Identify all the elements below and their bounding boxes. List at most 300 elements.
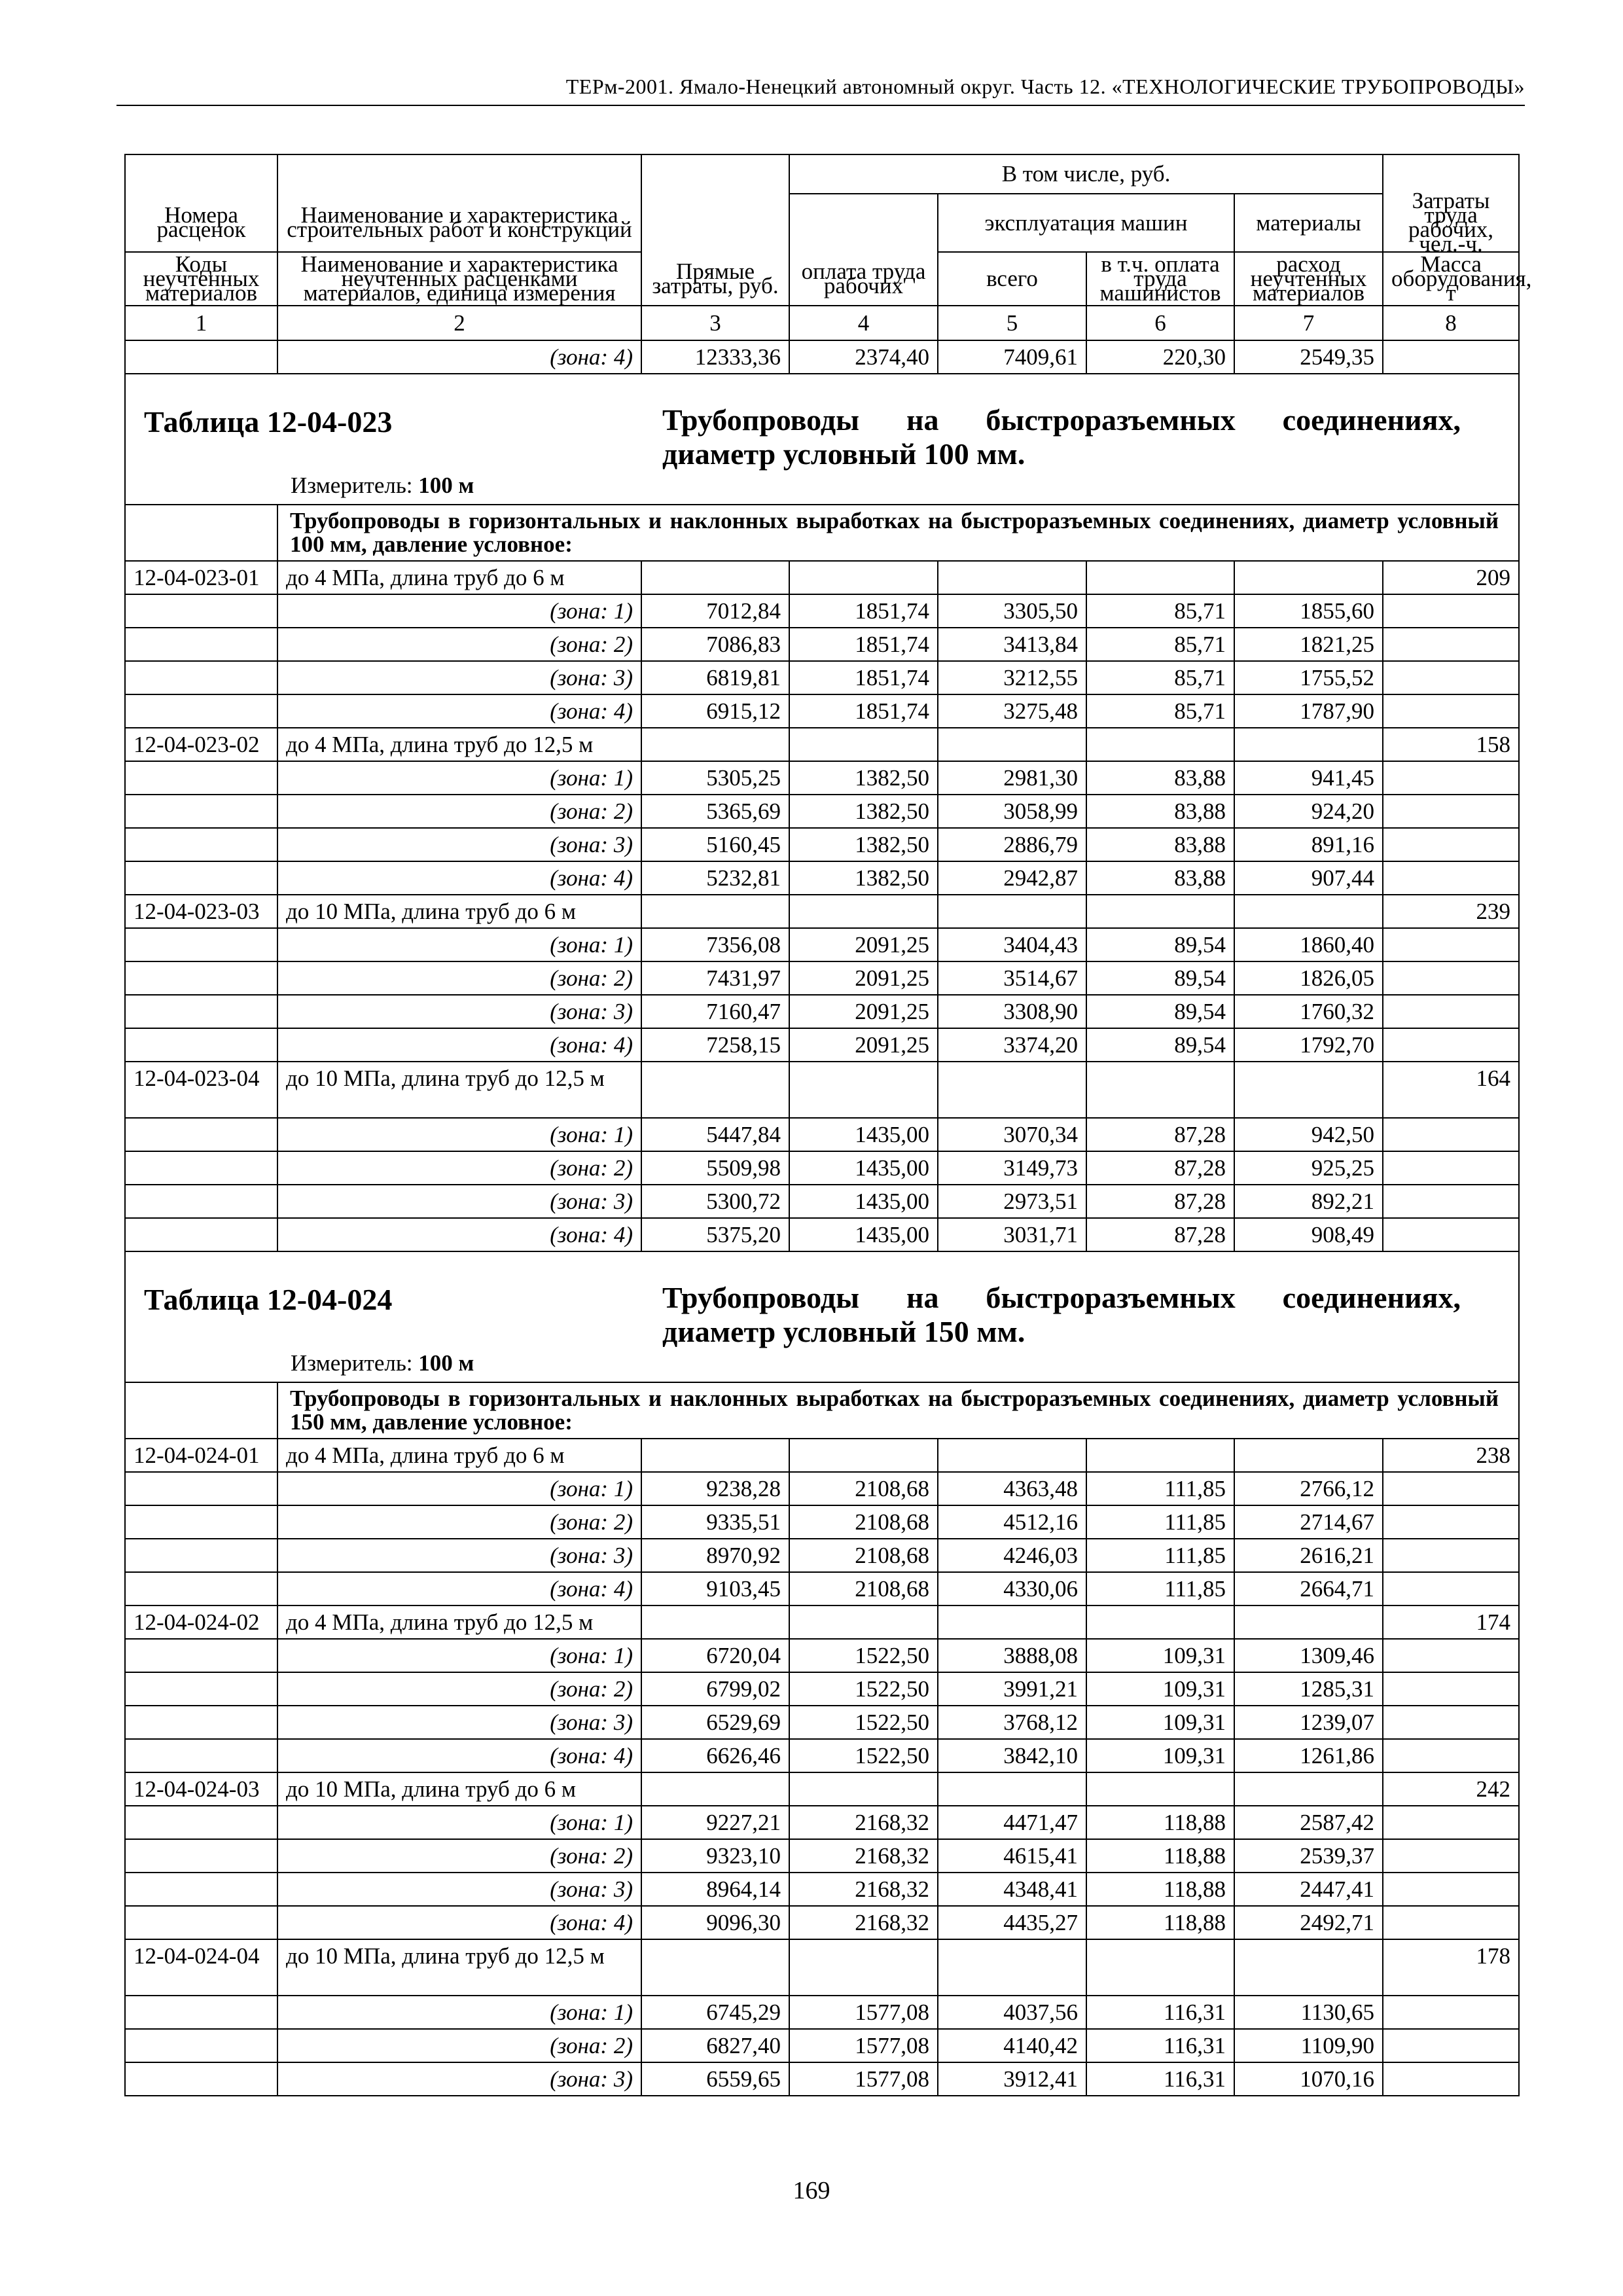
header-row-1 <box>125 154 1519 194</box>
rate-description: до 4 МПа, длина труб до 6 м <box>277 561 641 594</box>
direct-cost: 7086,83 <box>641 628 789 661</box>
labor-blank <box>1383 928 1519 961</box>
machines-pay: 109,31 <box>1086 1739 1234 1772</box>
labor-pay: 2108,68 <box>789 1505 938 1539</box>
rate-code: 12-04-023-04 <box>125 1062 277 1118</box>
zone-label: (зона: 2) <box>277 628 641 661</box>
labor-blank <box>1383 1639 1519 1672</box>
machines-total: 4330,06 <box>938 1572 1086 1605</box>
labor-pay: 1435,00 <box>789 1185 938 1218</box>
labor-blank <box>1383 861 1519 895</box>
labor-blank <box>1383 761 1519 795</box>
labor-blank <box>1383 594 1519 628</box>
labor-blank <box>1383 1572 1519 1605</box>
direct-cost: 9335,51 <box>641 1505 789 1539</box>
machines-pay: 111,85 <box>1086 1572 1234 1605</box>
zone-row <box>125 1806 1519 1839</box>
zone-label: (зона: 3) <box>277 1539 641 1572</box>
table-title-block <box>125 1251 1519 1382</box>
machines-total: 3308,90 <box>938 995 1086 1028</box>
table-name: Трубопроводы на быстроразъемных соединениях, диаметр условный 150 мм. <box>662 1281 1461 1348</box>
labor-pay: 2108,68 <box>789 1539 938 1572</box>
materials: 1860,40 <box>1234 928 1383 961</box>
rate-code: 12-04-024-04 <box>125 1939 277 1996</box>
zone-code-blank <box>125 1806 277 1839</box>
labor-blank <box>1383 1873 1519 1906</box>
column-numbers-row <box>125 306 1519 340</box>
empty-value <box>1234 1439 1383 1472</box>
machines-total: 4471,47 <box>938 1806 1086 1839</box>
zone-code-blank <box>125 1839 277 1873</box>
zone-row <box>125 828 1519 861</box>
zone-code-blank <box>125 1185 277 1218</box>
zone-row <box>125 1996 1519 2029</box>
codes-header-bottom: Коды неучтенных материалов <box>125 252 277 306</box>
zone-row <box>125 1873 1519 1906</box>
machines-pay-header: в т.ч. оплата труда машинистов <box>1086 252 1234 306</box>
empty-value <box>789 561 938 594</box>
empty-value <box>938 1439 1086 1472</box>
materials: 1239,07 <box>1234 1706 1383 1739</box>
labor-pay: 1522,50 <box>789 1706 938 1739</box>
labor-pay: 1435,00 <box>789 1218 938 1251</box>
labor-blank <box>1383 1185 1519 1218</box>
direct-cost: 5232,81 <box>641 861 789 895</box>
empty-value <box>789 728 938 761</box>
direct-cost: 6626,46 <box>641 1739 789 1772</box>
zone-label: (зона: 3) <box>277 1706 641 1739</box>
machines-total: 4246,03 <box>938 1539 1086 1572</box>
zone-row <box>125 1672 1519 1706</box>
materials-header: материалы <box>1234 194 1383 252</box>
empty-value <box>938 1605 1086 1639</box>
machines-pay: 116,31 <box>1086 2062 1234 2096</box>
machines-pay: 85,71 <box>1086 694 1234 728</box>
zone-code-blank <box>125 861 277 895</box>
zone-label: (зона: 1) <box>277 1996 641 2029</box>
group-header: Трубопроводы в горизонтальных и наклонных выработках на быстроразъемных соединениях, диаметр условный 150 мм, давление условное: <box>277 1382 1519 1439</box>
column-number: 8 <box>1383 306 1519 340</box>
zone-code-blank <box>125 661 277 694</box>
machines-total: 2886,79 <box>938 828 1086 861</box>
labor-pay: 1382,50 <box>789 761 938 795</box>
machines-total: 3912,41 <box>938 2062 1086 2096</box>
rate-code: 12-04-023-01 <box>125 561 277 594</box>
item-row <box>125 1605 1519 1639</box>
carry-labor <box>1383 340 1519 374</box>
direct-cost: 5305,25 <box>641 761 789 795</box>
direct-header-top-blank <box>641 154 789 194</box>
labor-blank <box>1383 1151 1519 1185</box>
rate-code: 12-04-023-02 <box>125 728 277 761</box>
zone-label: (зона: 4) <box>277 861 641 895</box>
labor-cost: 238 <box>1383 1439 1519 1472</box>
labor-pay: 1382,50 <box>789 795 938 828</box>
labor-blank <box>1383 661 1519 694</box>
labor-pay: 1522,50 <box>789 1672 938 1706</box>
direct-cost: 6819,81 <box>641 661 789 694</box>
carry-code <box>125 340 277 374</box>
meter <box>291 1350 474 1376</box>
direct-cost: 7160,47 <box>641 995 789 1028</box>
empty-value <box>641 728 789 761</box>
zone-row <box>125 1505 1519 1539</box>
empty-value <box>789 1062 938 1118</box>
zone-code-blank <box>125 2029 277 2062</box>
materials: 1821,25 <box>1234 628 1383 661</box>
group-header-row <box>125 505 1519 561</box>
zone-row <box>125 694 1519 728</box>
zone-label: (зона: 1) <box>277 1639 641 1672</box>
machines-total: 3305,50 <box>938 594 1086 628</box>
zone-row <box>125 594 1519 628</box>
machines-pay: 118,88 <box>1086 1839 1234 1873</box>
zone-code-blank <box>125 1639 277 1672</box>
column-number: 4 <box>789 306 938 340</box>
zone-row <box>125 1539 1519 1572</box>
meter-value: 100 м <box>418 473 474 498</box>
zone-label: (зона: 3) <box>277 2062 641 2096</box>
machines-total: 3070,34 <box>938 1118 1086 1151</box>
labor-pay: 2168,32 <box>789 1806 938 1839</box>
empty-value <box>1086 728 1234 761</box>
direct-cost: 5375,20 <box>641 1218 789 1251</box>
zone-code-blank <box>125 1472 277 1505</box>
zone-row <box>125 1028 1519 1062</box>
materials-unaccounted-header: расход неучтенных материалов <box>1234 252 1383 306</box>
zone-label: (зона: 1) <box>277 594 641 628</box>
header-rule <box>116 105 1525 106</box>
equip-mass-header: Масса оборудования, т <box>1383 252 1519 306</box>
labor-blank <box>1383 961 1519 995</box>
direct-cost: 6720,04 <box>641 1639 789 1672</box>
direct-cost: 7012,84 <box>641 594 789 628</box>
empty-value <box>1086 1439 1234 1472</box>
machines-total: 3212,55 <box>938 661 1086 694</box>
labor-cost: 209 <box>1383 561 1519 594</box>
direct-cost: 8970,92 <box>641 1539 789 1572</box>
zone-row <box>125 795 1519 828</box>
labor-blank <box>1383 2062 1519 2096</box>
incl-header: В том числе, руб. <box>789 154 1383 194</box>
labor-blank <box>1383 628 1519 661</box>
empty-value <box>1234 1605 1383 1639</box>
empty-value <box>1086 1605 1234 1639</box>
labor-blank <box>1383 1706 1519 1739</box>
zone-code-blank <box>125 1118 277 1151</box>
machines-total: 4037,56 <box>938 1996 1086 2029</box>
empty-value <box>938 1939 1086 1996</box>
direct-cost: 8964,14 <box>641 1873 789 1906</box>
empty-value <box>1234 561 1383 594</box>
column-number: 7 <box>1234 306 1383 340</box>
labor-blank <box>1383 1118 1519 1151</box>
labor-pay: 2168,32 <box>789 1906 938 1939</box>
empty-value <box>641 1772 789 1806</box>
item-row <box>125 1439 1519 1472</box>
header-row-3 <box>125 252 1519 306</box>
zone-row <box>125 1739 1519 1772</box>
machines-pay: 85,71 <box>1086 661 1234 694</box>
zone-code-blank <box>125 1539 277 1572</box>
zone-row <box>125 1706 1519 1739</box>
machines-pay: 116,31 <box>1086 2029 1234 2062</box>
rate-description: до 4 МПа, длина труб до 6 м <box>277 1439 641 1472</box>
zone-label: (зона: 4) <box>277 1739 641 1772</box>
labor-cost-header: Затраты труда рабочих, чел.-ч. <box>1383 194 1519 252</box>
labor-blank <box>1383 995 1519 1028</box>
zone-code-blank <box>125 1873 277 1906</box>
zone-row <box>125 1185 1519 1218</box>
machines-total: 3991,21 <box>938 1672 1086 1706</box>
table-id: Таблица 12-04-023 <box>144 405 393 439</box>
item-row <box>125 1772 1519 1806</box>
rate-description: до 4 МПа, длина труб до 12,5 м <box>277 1605 641 1639</box>
labor-blank <box>1383 1739 1519 1772</box>
materials: 2492,71 <box>1234 1906 1383 1939</box>
item-row <box>125 1062 1519 1118</box>
meter-label: Измеритель: <box>291 473 413 498</box>
rate-description: до 10 МПа, длина труб до 6 м <box>277 1772 641 1806</box>
labor-cost: 178 <box>1383 1939 1519 1996</box>
zone-row <box>125 2029 1519 2062</box>
item-row <box>125 1939 1519 1996</box>
rate-code: 12-04-024-01 <box>125 1439 277 1472</box>
table-title-row <box>125 374 1519 505</box>
empty-value <box>938 561 1086 594</box>
column-number: 5 <box>938 306 1086 340</box>
materials: 908,49 <box>1234 1218 1383 1251</box>
empty-value <box>1234 728 1383 761</box>
materials: 2447,41 <box>1234 1873 1383 1906</box>
empty-value <box>1234 1062 1383 1118</box>
meter-value: 100 м <box>418 1350 474 1376</box>
zone-code-blank <box>125 1739 277 1772</box>
materials: 1130,65 <box>1234 1996 1383 2029</box>
zone-row <box>125 1151 1519 1185</box>
labor-blank <box>1383 1539 1519 1572</box>
direct-cost: 6915,12 <box>641 694 789 728</box>
labor-blank <box>1383 1505 1519 1539</box>
rate-code: 12-04-023-03 <box>125 895 277 928</box>
zone-code-blank <box>125 694 277 728</box>
direct-cost: 6745,29 <box>641 1996 789 2029</box>
page-number: 169 <box>793 2177 830 2204</box>
direct-cost: 9227,21 <box>641 1806 789 1839</box>
rates-table <box>124 154 1532 2096</box>
labor-blank <box>1383 1806 1519 1839</box>
machines-pay: 83,88 <box>1086 828 1234 861</box>
rate-code: 12-04-024-02 <box>125 1605 277 1639</box>
rate-description: до 10 МПа, длина труб до 12,5 м <box>277 1062 641 1118</box>
machines-pay: 85,71 <box>1086 628 1234 661</box>
zone-code-blank <box>125 2062 277 2096</box>
labor-pay: 1435,00 <box>789 1151 938 1185</box>
table-body <box>125 154 1532 2096</box>
zone-code-blank <box>125 995 277 1028</box>
empty-value <box>789 1605 938 1639</box>
zone-label: (зона: 4) <box>277 1218 641 1251</box>
zone-code-blank <box>125 1218 277 1251</box>
direct-cost: 9096,30 <box>641 1906 789 1939</box>
machines-total: 3058,99 <box>938 795 1086 828</box>
zone-label: (зона: 3) <box>277 661 641 694</box>
materials: 942,50 <box>1234 1118 1383 1151</box>
labor-pay: 2091,25 <box>789 1028 938 1062</box>
zone-row <box>125 1839 1519 1873</box>
direct-cost: 5160,45 <box>641 828 789 861</box>
labor-pay: 1577,08 <box>789 2029 938 2062</box>
empty-value <box>1234 1939 1383 1996</box>
carry-labor-pay: 2374,40 <box>789 340 938 374</box>
machines-total: 3404,43 <box>938 928 1086 961</box>
machines-pay: 83,88 <box>1086 761 1234 795</box>
direct-cost: 9238,28 <box>641 1472 789 1505</box>
zone-label: (зона: 4) <box>277 694 641 728</box>
materials: 1760,32 <box>1234 995 1383 1028</box>
machines-pay: 89,54 <box>1086 961 1234 995</box>
machines-total: 3768,12 <box>938 1706 1086 1739</box>
materials: 1755,52 <box>1234 661 1383 694</box>
materials: 1792,70 <box>1234 1028 1383 1062</box>
machines-total: 4363,48 <box>938 1472 1086 1505</box>
zone-label: (зона: 1) <box>277 1472 641 1505</box>
machines-pay: 111,85 <box>1086 1539 1234 1572</box>
direct-cost: 7431,97 <box>641 961 789 995</box>
group-header-blank <box>125 1382 277 1439</box>
labor-blank <box>1383 694 1519 728</box>
machines-pay: 83,88 <box>1086 861 1234 895</box>
item-row <box>125 728 1519 761</box>
zone-code-blank <box>125 928 277 961</box>
empty-value <box>938 1772 1086 1806</box>
zone-label: (зона: 1) <box>277 1806 641 1839</box>
labor-blank <box>1383 828 1519 861</box>
labor-pay: 2168,32 <box>789 1873 938 1906</box>
machines-total: 3514,67 <box>938 961 1086 995</box>
labor-pay: 1522,50 <box>789 1739 938 1772</box>
column-number: 2 <box>277 306 641 340</box>
zone-code-blank <box>125 1505 277 1539</box>
group-header-blank <box>125 505 277 561</box>
zone-code-blank <box>125 628 277 661</box>
labor-pay-header-spacer <box>789 194 938 252</box>
machines-pay: 87,28 <box>1086 1118 1234 1151</box>
labor-blank <box>1383 1672 1519 1706</box>
machines-total-header: всего <box>938 252 1086 306</box>
labor-cost: 239 <box>1383 895 1519 928</box>
rate-description: до 10 МПа, длина труб до 6 м <box>277 895 641 928</box>
empty-value <box>641 1439 789 1472</box>
zone-label: (зона: 1) <box>277 928 641 961</box>
materials: 892,21 <box>1234 1185 1383 1218</box>
machines-total: 3413,84 <box>938 628 1086 661</box>
machines-total: 4435,27 <box>938 1906 1086 1939</box>
empty-value <box>1086 1772 1234 1806</box>
zone-label: (зона: 2) <box>277 961 641 995</box>
column-number: 3 <box>641 306 789 340</box>
machines-pay: 87,28 <box>1086 1185 1234 1218</box>
empty-value <box>1086 895 1234 928</box>
empty-value <box>1234 1772 1383 1806</box>
materials: 1285,31 <box>1234 1672 1383 1706</box>
labor-pay: 1577,08 <box>789 2062 938 2096</box>
materials: 924,20 <box>1234 795 1383 828</box>
machines-pay: 111,85 <box>1086 1505 1234 1539</box>
machines-pay: 89,54 <box>1086 995 1234 1028</box>
materials: 925,25 <box>1234 1151 1383 1185</box>
rate-description: до 10 МПа, длина труб до 12,5 м <box>277 1939 641 1996</box>
meter <box>291 473 474 499</box>
zone-row <box>125 761 1519 795</box>
zone-row <box>125 1118 1519 1151</box>
empty-value <box>789 1772 938 1806</box>
empty-value <box>641 1605 789 1639</box>
zone-label: (зона: 3) <box>277 1185 641 1218</box>
labor-blank <box>1383 1218 1519 1251</box>
rate-description: до 4 МПа, длина труб до 12,5 м <box>277 728 641 761</box>
carry-machines-pay: 220,30 <box>1086 340 1234 374</box>
labor-pay: 2091,25 <box>789 995 938 1028</box>
labor-pay: 1851,74 <box>789 628 938 661</box>
labor-blank <box>1383 1028 1519 1062</box>
labor-cost: 242 <box>1383 1772 1519 1806</box>
zone-label: (зона: 2) <box>277 2029 641 2062</box>
carry-machines: 7409,61 <box>938 340 1086 374</box>
carry-zone: (зона: 4) <box>277 340 641 374</box>
empty-value <box>938 895 1086 928</box>
labor-pay: 1382,50 <box>789 861 938 895</box>
machines-pay: 89,54 <box>1086 928 1234 961</box>
machines-pay: 89,54 <box>1086 1028 1234 1062</box>
running-head: ТЕРм-2001. Ямало-Ненецкий автономный округ. Часть 12. «ТЕХНОЛОГИЧЕСКИЕ ТРУБОПРОВОДЫ» <box>565 75 1525 98</box>
labor-pay: 1382,50 <box>789 828 938 861</box>
machines-total: 4348,41 <box>938 1873 1086 1906</box>
zone-label: (зона: 2) <box>277 1672 641 1706</box>
machines-total: 3888,08 <box>938 1639 1086 1672</box>
empty-value <box>938 728 1086 761</box>
machines-total: 4140,42 <box>938 2029 1086 2062</box>
machines-pay: 87,28 <box>1086 1151 1234 1185</box>
name-header-bottom: Наименование и характеристика неучтенных расценками материалов, единица измерения <box>277 252 641 306</box>
labor-pay: 2168,32 <box>789 1839 938 1873</box>
machines-pay: 109,31 <box>1086 1639 1234 1672</box>
zone-row <box>125 1572 1519 1605</box>
zone-label: (зона: 2) <box>277 795 641 828</box>
labor-pay: 1435,00 <box>789 1118 938 1151</box>
materials: 2664,71 <box>1234 1572 1383 1605</box>
empty-value <box>938 1062 1086 1118</box>
materials: 1309,46 <box>1234 1639 1383 1672</box>
direct-cost: 9103,45 <box>641 1572 789 1605</box>
labor-pay: 1851,74 <box>789 661 938 694</box>
empty-value <box>789 1439 938 1472</box>
labor-pay-header: оплата труда рабочих <box>789 252 938 306</box>
machines-header: эксплуатация машин <box>938 194 1234 252</box>
empty-value <box>641 1062 789 1118</box>
zone-code-blank <box>125 594 277 628</box>
machines-pay: 83,88 <box>1086 795 1234 828</box>
labor-pay: 1851,74 <box>789 594 938 628</box>
zone-label: (зона: 2) <box>277 1839 641 1873</box>
zone-code-blank <box>125 1028 277 1062</box>
zone-row <box>125 1906 1519 1939</box>
materials: 1855,60 <box>1234 594 1383 628</box>
zone-row <box>125 1639 1519 1672</box>
zone-row <box>125 2062 1519 2096</box>
zone-label: (зона: 3) <box>277 995 641 1028</box>
name-header-top: Наименование и характеристика строительных работ и конструкций <box>277 194 641 252</box>
